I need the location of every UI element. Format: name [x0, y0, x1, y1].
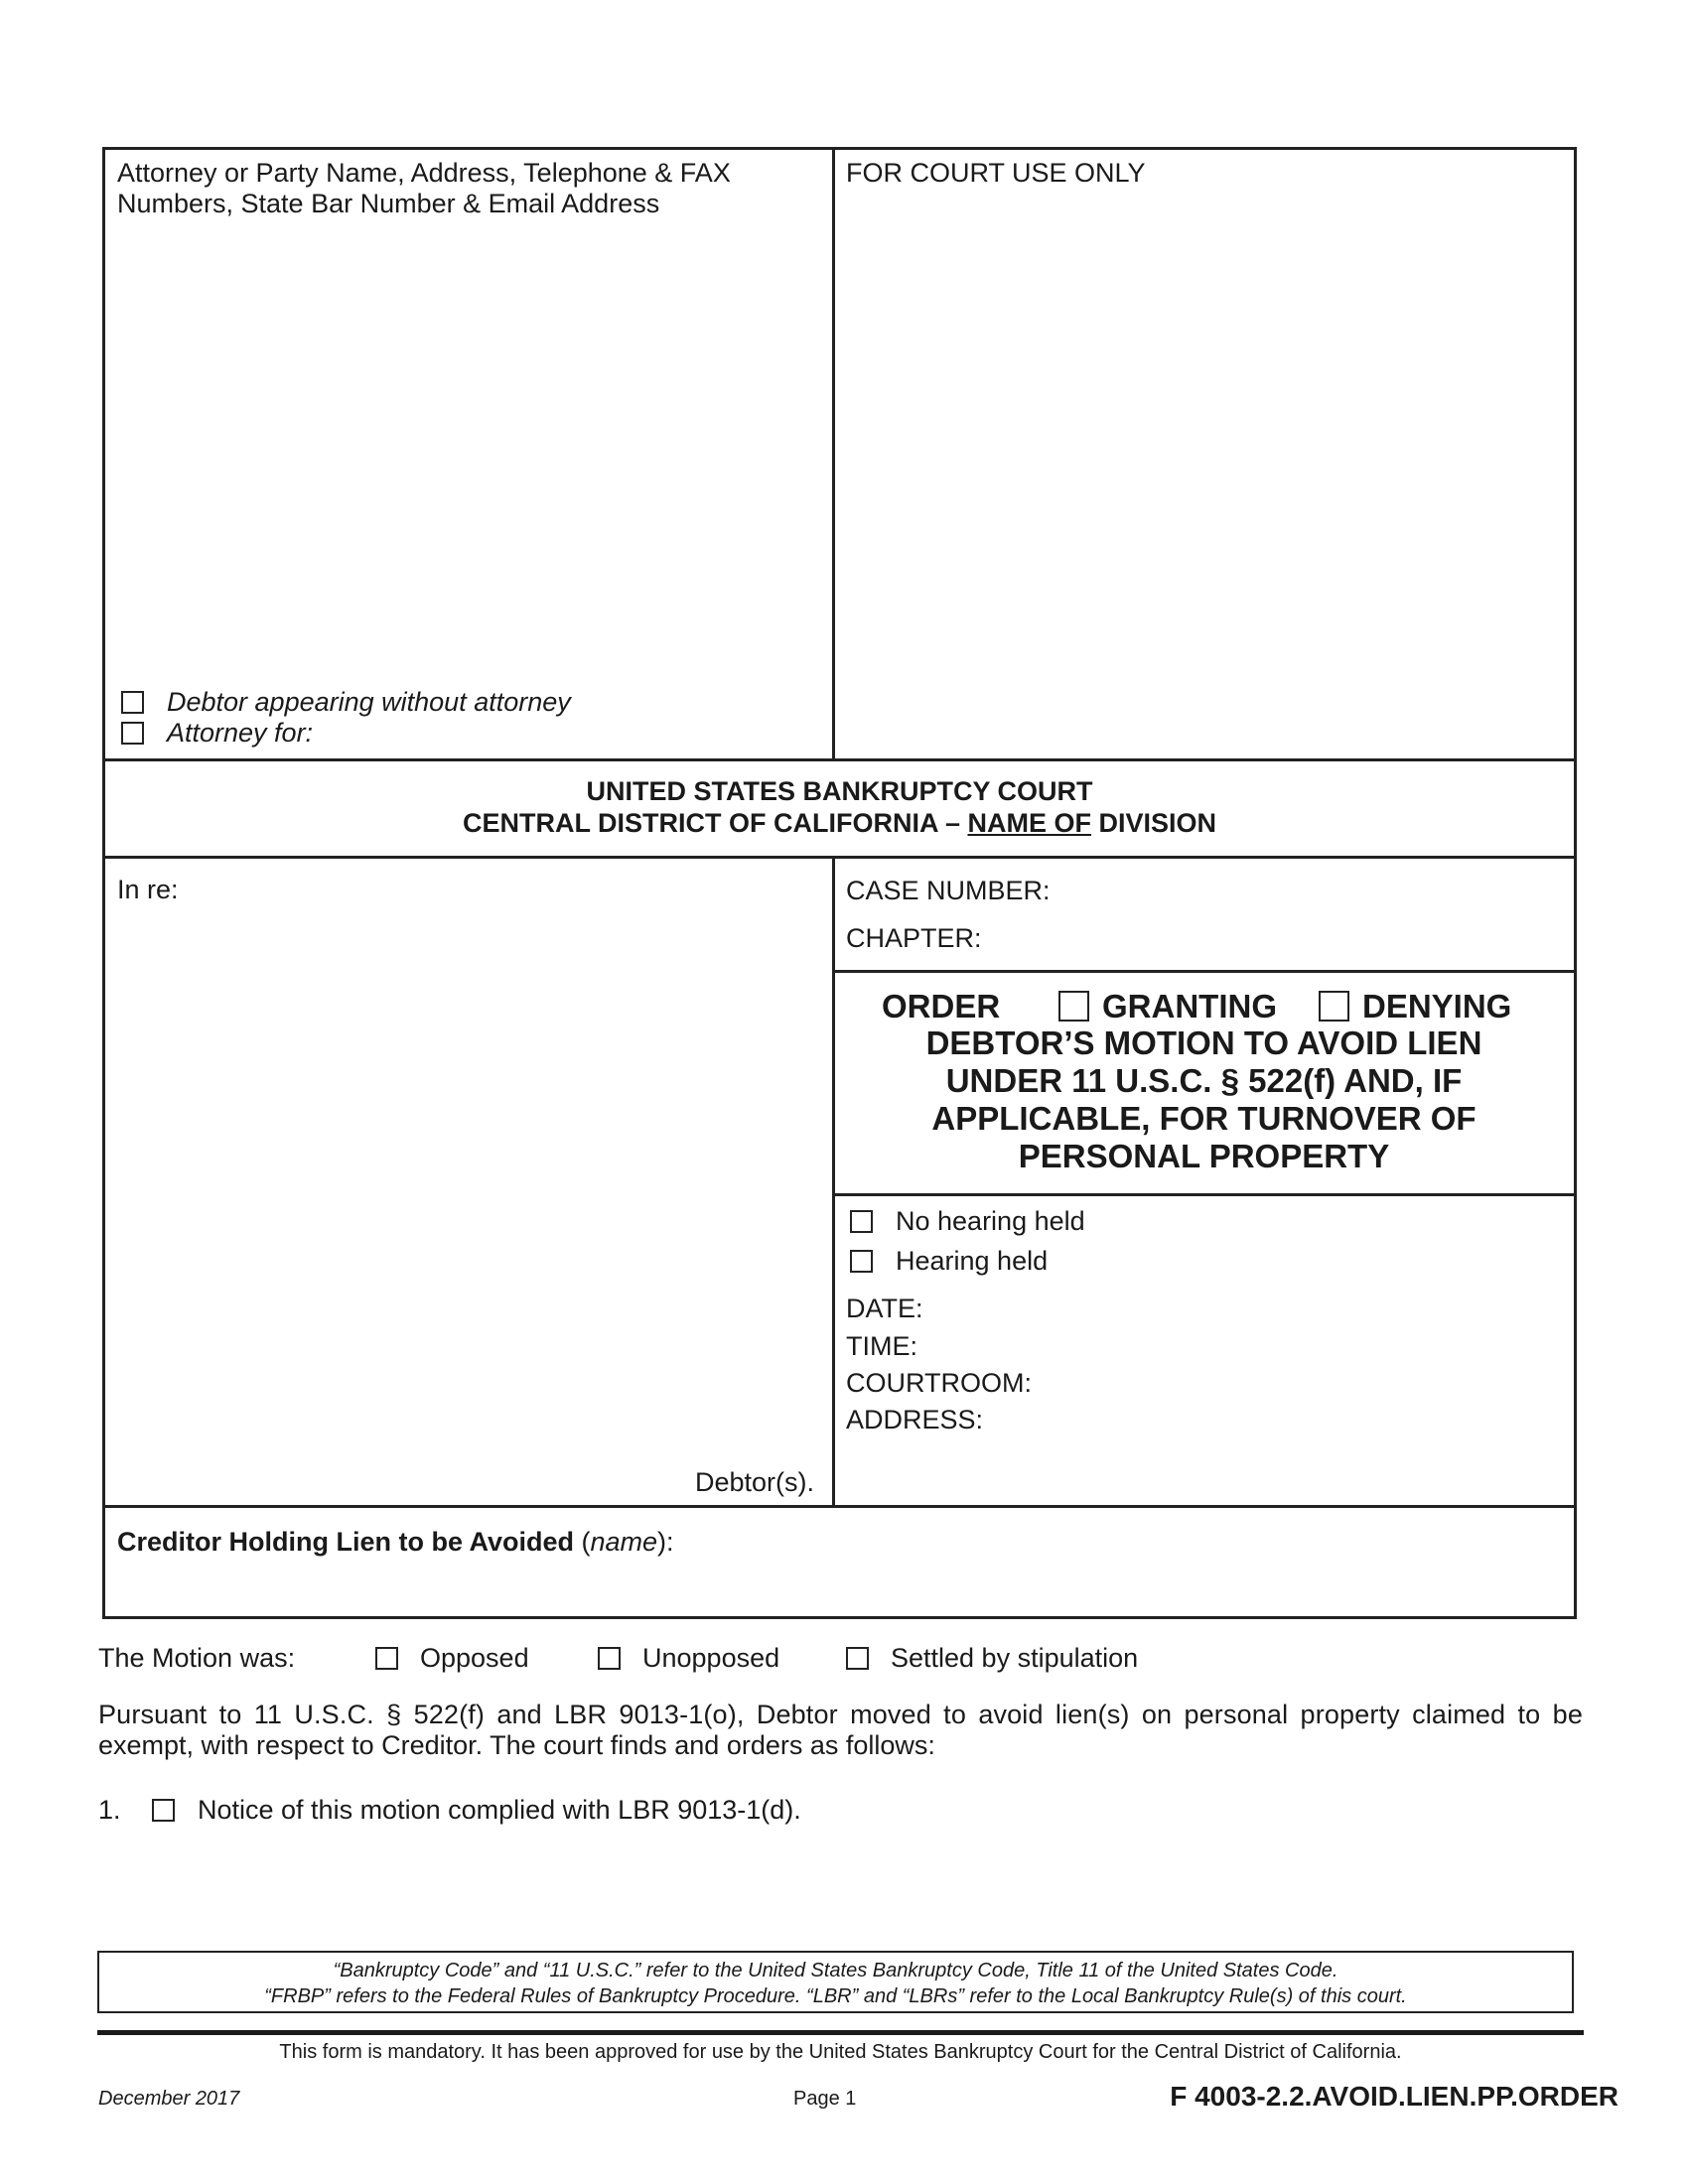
court-district	[102, 807, 1577, 839]
opposed-checkbox[interactable]	[375, 1647, 398, 1670]
item1-number: 1.	[98, 1795, 121, 1825]
hearing-date-label: DATE:	[846, 1294, 923, 1323]
motion-label: The Motion was:	[98, 1643, 296, 1673]
page-number: Page 1	[793, 2088, 857, 2110]
order-title-line3: UNDER 11 U.S.C. § 522(f) AND, IF	[945, 1062, 1463, 1099]
unopposed-label: Unopposed	[642, 1643, 780, 1673]
debtor-without-attorney-checkbox[interactable]	[121, 691, 144, 714]
creditor-top-rule	[102, 1505, 1577, 1508]
hearing-held-checkbox[interactable]	[850, 1250, 873, 1273]
denying-label: DENYING	[1362, 988, 1512, 1024]
caption-divider-bottom	[832, 856, 835, 1507]
court-district-suffix: DIVISION	[1090, 808, 1217, 838]
opposed-label: Opposed	[420, 1643, 529, 1673]
settled-label: Settled by stipulation	[891, 1643, 1139, 1673]
item1-text: Notice of this motion complied with LBR 9013-1(d).	[198, 1795, 801, 1825]
debtor-without-attorney-label: Debtor appearing without attorney	[167, 687, 571, 717]
court-name: UNITED STATES BANKRUPTCY COURT	[586, 776, 1093, 806]
court-header-bottom-rule	[102, 856, 1577, 859]
hearing-time-label: TIME:	[846, 1331, 917, 1361]
definitions-line1: “Bankruptcy Code” and “11 U.S.C.” refer to the United States Bankruptcy Code, Title 11 of the United States Code.	[333, 1960, 1338, 1981]
definitions-box	[97, 1951, 1574, 2013]
court-use-label: FOR COURT USE ONLY	[846, 158, 1146, 188]
order-title-line5: PERSONAL PROPERTY	[1018, 1138, 1390, 1174]
pursuant-paragraph-line2: exempt, with respect to Creditor. The court finds and orders as follows:	[98, 1730, 935, 1760]
attorney-label-line2: Numbers, State Bar Number & Email Address	[117, 189, 660, 218]
caption-table	[102, 147, 1577, 1619]
case-number-bottom-rule	[832, 970, 1577, 973]
item1-checkbox[interactable]	[152, 1799, 175, 1822]
definitions-line2: “FRBP” refers to the Federal Rules of Bankruptcy Procedure. “LBR” and “LBRs” refer to the Local Bankruptcy Rule(s) of this court.	[264, 1985, 1407, 2007]
order-title-line4: APPLICABLE, FOR TURNOVER OF	[931, 1100, 1477, 1137]
court-division-placeholder: NAME OF	[967, 808, 1091, 838]
mandatory-notice: This form is mandatory. It has been approved for use by the United States Bankruptcy Court for the Central District of California.	[279, 2041, 1402, 2063]
debtors-label: Debtor(s).	[695, 1467, 815, 1497]
creditor-open-paren: (	[574, 1527, 591, 1557]
court-district-prefix: CENTRAL DISTRICT OF CALIFORNIA –	[462, 808, 968, 838]
attorney-for-checkbox[interactable]	[121, 722, 144, 745]
case-number-label: CASE NUMBER:	[846, 876, 1051, 905]
settled-checkbox[interactable]	[846, 1647, 869, 1670]
unopposed-checkbox[interactable]	[598, 1647, 621, 1670]
order-title-line2: DEBTOR’S MOTION TO AVOID LIEN	[925, 1024, 1482, 1061]
hearing-courtroom-label: COURTROOM:	[846, 1368, 1032, 1398]
caption-divider-top	[832, 147, 835, 760]
attorney-for-label: Attorney for:	[167, 718, 314, 748]
granting-checkbox[interactable]	[1058, 991, 1089, 1022]
attorney-label-line1: Attorney or Party Name, Address, Telephone & FAX	[117, 158, 731, 188]
order-title-line1	[882, 988, 1567, 1027]
denying-checkbox[interactable]	[1319, 991, 1349, 1022]
granting-label: GRANTING	[1102, 988, 1277, 1024]
form-date: December 2017	[98, 2088, 240, 2110]
form-number: F 4003-2.2.AVOID.LIEN.PP.ORDER	[1170, 2081, 1618, 2112]
creditor-label	[117, 1526, 674, 1558]
creditor-name-hint: name	[590, 1527, 658, 1557]
hearing-address-label: ADDRESS:	[846, 1405, 984, 1434]
no-hearing-checkbox[interactable]	[850, 1210, 873, 1233]
footer-rule	[97, 2030, 1584, 2035]
no-hearing-label: No hearing held	[896, 1206, 1085, 1236]
order-word: ORDER	[882, 988, 1001, 1024]
chapter-label: CHAPTER:	[846, 923, 982, 953]
court-header-top-rule	[102, 758, 1577, 761]
in-re-label: In re:	[117, 875, 179, 904]
creditor-label-text: Creditor Holding Lien to be Avoided	[117, 1527, 574, 1557]
pursuant-paragraph-line1: Pursuant to 11 U.S.C. § 522(f) and LBR 9013-1(o), Debtor moved to avoid lien(s) on personal property claimed to be	[98, 1700, 1583, 1729]
order-title-bottom-rule	[832, 1193, 1577, 1196]
creditor-close-paren: ):	[657, 1527, 674, 1557]
hearing-held-label: Hearing held	[896, 1246, 1049, 1276]
